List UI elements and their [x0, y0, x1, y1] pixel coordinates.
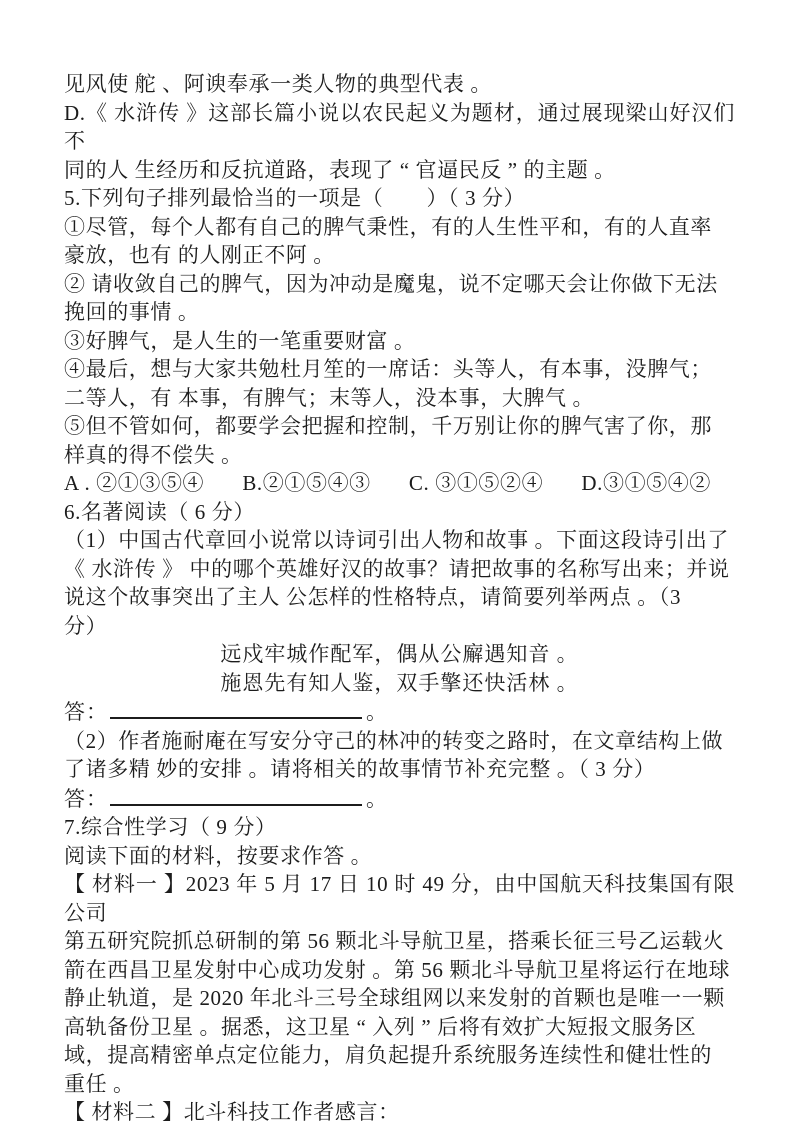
answer-line: [64, 784, 735, 814]
text-line: 【 材料一 】2023 年 5 月 17 日 10 时 49 分，由中国航天科技集国有限公司: [64, 872, 735, 925]
text-line: 6.名著阅读（ 6 分）: [64, 499, 255, 524]
poem-line: 远戍牢城作配军，偶从公廨遇知音 。: [220, 642, 579, 666]
text-line: （1）中国古代章回小说常以诗词引出人物和故事 。下面这段诗引出了: [64, 528, 729, 552]
text-line: 见风使 舵 、阿谀奉承一类人物的典型代表 。: [64, 72, 492, 96]
text-line: 同的人 生经历和反抗道路，表现了 “ 官逼民反 ” 的主题 。: [64, 157, 616, 182]
text-line: 豪放，也有 的人刚正不阿 。: [64, 243, 335, 267]
text-line: 阅读下面的材料，按要求作答 。: [64, 843, 373, 868]
option-choice: B.②①⑤④③: [242, 471, 371, 495]
text-line: 分）: [64, 613, 108, 638]
text-line: ③好脾气，是人生的一笔重要财富 。: [64, 328, 416, 353]
text-line: ④最后，想与大家共勉杜月笙的一席话：头等人，有本事，没脾气；: [64, 357, 712, 381]
text-line: （2）作者施耐庵在写安分守己的林冲的转变之路时，在文章结构上做: [64, 728, 724, 753]
text-line: 了诸多精 妙的安排 。请将相关的故事情节补充完整 。（ 3 分）: [64, 757, 656, 781]
text-line: 二等人，有 本事，有脾气；末等人，没本事，大脾气 。: [64, 385, 595, 410]
text-line: 第五研究院抓总研制的第 56 颗北斗导航卫星，搭乘长征三号乙运载火: [64, 929, 725, 953]
answer-blank-line: [110, 784, 362, 806]
text-line: 说这个故事突出了主人 公怎样的性格特点，请简要列举两点 。（3: [64, 585, 682, 609]
text-line: ② 请收敛自己的脾气，因为冲动是魔鬼，说不定哪天会让你做下无法: [64, 271, 718, 296]
answer-blank-line: [110, 697, 362, 719]
option-choice: A . ②①③⑤④: [64, 471, 205, 495]
text-line: 样真的得不偿失 。: [64, 442, 243, 467]
text-line: 《 水浒传 》 中的哪个英雄好汉的故事？请把故事的名称写出来；并说: [64, 556, 730, 581]
poem-line: 施恩先有知人鉴，双手擎还快活林 。: [220, 670, 579, 695]
text-line: 域，提高精密单点定位能力，肩负起提升系统服务连续性和健壮性的: [64, 1043, 712, 1067]
answer-label: 答：: [64, 786, 108, 811]
text-line: ⑤但不管如何，都要学会把握和控制，千万别让你的脾气害了你，那: [64, 414, 712, 438]
text-line: 挽回的事情 。: [64, 300, 200, 324]
text-line: 箭在西昌卫星发射中心成功发射 。第 56 颗北斗导航卫星将运行在地球: [64, 957, 731, 982]
answer-period: 。: [366, 786, 388, 811]
option-choice: D.③①⑤④②: [581, 471, 711, 495]
text-line: 高轨备份卫星 。据悉，这卫星 “ 入列 ” 后将有效扩大短报文服务区: [64, 1014, 697, 1039]
answer-label: 答：: [64, 700, 108, 724]
text-line: 重任 。: [64, 1071, 135, 1096]
text-line: 【 材料二 】北斗科技工作者感言：: [64, 1100, 400, 1122]
text-line: 7.综合性学习（ 9 分）: [64, 815, 277, 839]
options-line: [64, 469, 735, 498]
document-body: [64, 70, 735, 1122]
option-choice: C. ③①⑤②④: [408, 471, 544, 495]
answer-period: 。: [366, 700, 388, 724]
answer-line: [64, 697, 735, 727]
text-line: D.《 水浒传 》这部长篇小说以农民起义为题材，通过展现梁山好汉们不: [64, 100, 735, 153]
text-line: 5.下列句子排列最恰当的一项是（ ）（ 3 分）: [64, 186, 526, 210]
text-line: ①尽管，每个人都有自己的脾气秉性，有的人生性平和，有的人直率: [64, 214, 712, 239]
text-line: 静止轨道，是 2020 年北斗三号全球组网以来发射的首颗也是唯一一颗: [64, 986, 725, 1010]
